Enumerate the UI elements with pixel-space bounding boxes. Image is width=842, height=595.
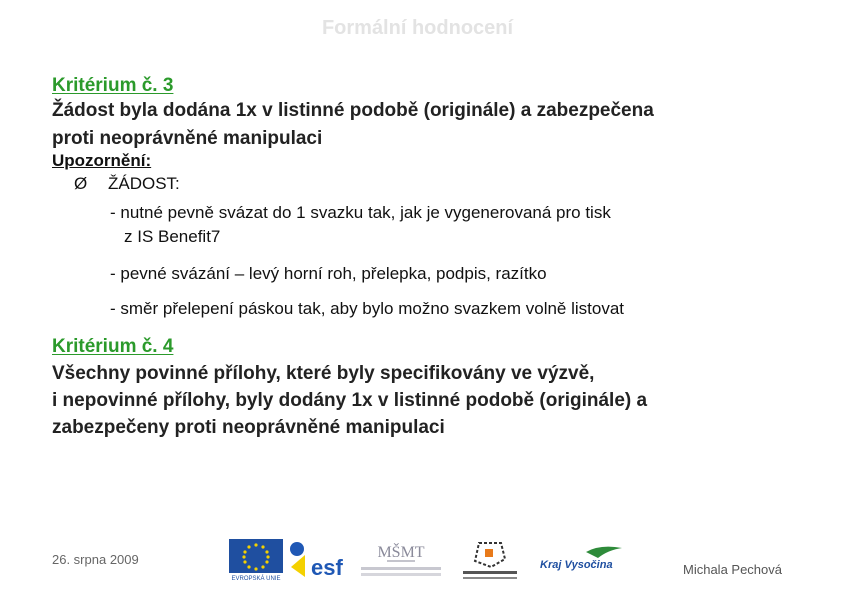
criterion-4-heading: Kritérium č. 4	[52, 336, 174, 357]
esf-logo	[287, 537, 343, 583]
warning-item-2: - pevné svázání – levý horní roh, přelepka, podpis, razítko	[110, 264, 547, 283]
bullet-text: ŽÁDOST:	[108, 174, 180, 193]
warning-item-1-line-1: - nutné pevně svázat do 1 svazku tak, jak je vygenerovaná pro tisk	[110, 203, 611, 222]
esf-logo-text: esf	[311, 555, 343, 580]
bullet-arrow-icon: Ø	[74, 174, 88, 193]
criterion-3-line-2: proti neoprávněné manipulaci	[52, 128, 323, 149]
criterion-4-line-3: zabezpečeny proti neoprávněné manipulaci	[52, 417, 445, 438]
eu-logo-text: EVROPSKÁ UNIE	[231, 576, 281, 582]
warning-heading: Upozornění:	[52, 151, 152, 170]
kraj-logo-text: Kraj Vysočina	[540, 559, 613, 571]
slide-title: Formální hodnocení	[321, 17, 514, 39]
warning-item-3: - směr přelepení páskou tak, aby bylo možno svazkem volně listovat	[110, 299, 625, 318]
footer-date: 26. srpna 2009	[52, 552, 139, 567]
criterion-3-line-1: Žádost byla dodána 1x v listinné podobě (originále) a zabezpečena	[52, 100, 654, 121]
criterion-4-line-1: Všechny povinné přílohy, které byly specifikovány ve výzvě,	[52, 363, 595, 384]
warning-item-1-line-2: z IS Benefit7	[124, 227, 221, 246]
kraj-vysocina-logo	[538, 542, 628, 578]
footer-author: Michala Pechová	[683, 562, 782, 577]
criterion-3-heading: Kritérium č. 3	[52, 75, 174, 96]
msmt-logo-text: MŠMT	[377, 544, 425, 561]
op-vk-logo	[461, 537, 519, 583]
criterion-4-line-2: i nepovinné přílohy, byly dodány 1x v listinné podobě (originále) a	[52, 390, 648, 411]
msmt-logo	[359, 537, 443, 583]
eu-flag-logo	[228, 537, 284, 583]
